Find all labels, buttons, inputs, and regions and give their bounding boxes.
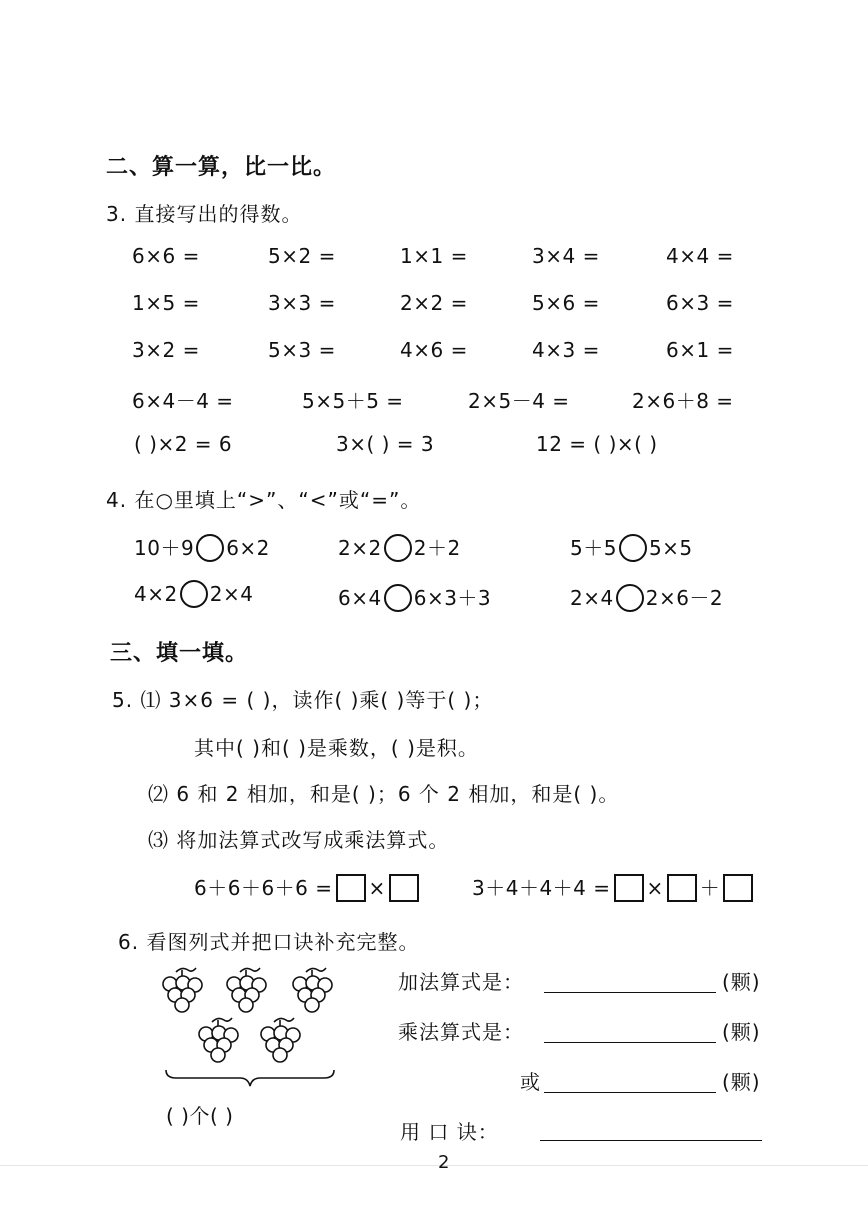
grape-bunch-icon xyxy=(163,968,202,1012)
answer-line[interactable] xyxy=(544,1042,716,1043)
answer-box[interactable] xyxy=(723,874,753,902)
q3-expr: 1×5 = xyxy=(132,291,200,315)
q6-unit: (颗) xyxy=(722,1020,761,1044)
plus-sign: ＋ xyxy=(699,876,721,900)
q3-expr: 4×4 = xyxy=(666,244,734,268)
q5-rewrite-eq-2 xyxy=(472,872,756,902)
answer-box[interactable] xyxy=(667,874,697,902)
answer-circle[interactable] xyxy=(384,534,412,562)
answer-box[interactable] xyxy=(336,874,366,902)
q6-caption: ( )个( ) xyxy=(166,1104,234,1128)
q6-or-label: 或 xyxy=(520,1070,541,1094)
answer-box[interactable] xyxy=(614,874,644,902)
q6-rhyme-label: 用 口 诀： xyxy=(400,1120,499,1144)
q4-right: 6×3＋3 xyxy=(413,586,492,610)
times-sign: × xyxy=(646,876,664,900)
answer-circle[interactable] xyxy=(619,534,647,562)
brace-icon xyxy=(166,1070,334,1086)
eq-left: 6＋6＋6＋6 = xyxy=(194,876,333,900)
q4-left: 5＋5 xyxy=(570,536,617,560)
q5-line-3: ⑵ 6 和 2 相加，和是( )；6 个 2 相加，和是( )。 xyxy=(148,782,620,806)
q6-unit: (颗) xyxy=(722,970,761,994)
q3-expr: 6×6 = xyxy=(132,244,200,268)
q3-expr: 6×1 = xyxy=(666,338,734,362)
q3-expr: 2×2 = xyxy=(400,291,468,315)
q6-mul-label: 乘法算式是： xyxy=(398,1020,524,1044)
section-title-3: 三、填一填。 xyxy=(110,641,249,666)
q4-right: 6×2 xyxy=(226,536,270,560)
answer-circle[interactable] xyxy=(384,584,412,612)
q3-expr: 3×3 = xyxy=(268,291,336,315)
q3-expr: 3×4 = xyxy=(532,244,600,268)
answer-circle[interactable] xyxy=(196,534,224,562)
q4-right: 5×5 xyxy=(648,536,693,560)
q4-compare xyxy=(570,532,693,562)
q4-left: 2×4 xyxy=(570,586,614,610)
q5-line-1: 5. ⑴ 3×6 = ( )，读作( )乘( )等于( )； xyxy=(112,688,494,712)
answer-circle[interactable] xyxy=(180,580,208,608)
q4-left: 2×2 xyxy=(338,536,382,560)
q3-expr: 5×6 = xyxy=(532,291,600,315)
q3-expr: 3×2 = xyxy=(132,338,200,362)
section-title-2: 二、算一算，比一比。 xyxy=(106,155,337,180)
q3-expr: 1×1 = xyxy=(400,244,468,268)
q3-fill-blank: 3×( ) = 3 xyxy=(336,432,435,456)
q4-compare xyxy=(570,582,723,612)
grape-illustration xyxy=(150,960,360,1090)
q6-add-label: 加法算式是： xyxy=(398,970,524,994)
q5-line-4: ⑶ 将加法算式改写成乘法算式。 xyxy=(148,828,450,852)
q3-expr: 5×3 = xyxy=(268,338,336,362)
q3-expr: 6×4－4 = xyxy=(132,389,234,413)
answer-line[interactable] xyxy=(544,1092,716,1093)
q3-expr: 4×3 = xyxy=(532,338,600,362)
q4-compare xyxy=(134,582,253,608)
answer-line[interactable] xyxy=(540,1140,762,1141)
page-footer-divider xyxy=(0,1165,868,1166)
q3-expr: 5×2 = xyxy=(268,244,336,268)
grape-bunch-icon xyxy=(199,1018,238,1062)
answer-box[interactable] xyxy=(389,874,419,902)
q6-title: 6. 看图列式并把口诀补充完整。 xyxy=(118,930,420,954)
q3-fill-blank: ( )×2 = 6 xyxy=(134,432,233,456)
times-sign: × xyxy=(368,876,386,900)
q4-left: 10＋9 xyxy=(134,536,195,560)
q4-right: 2×4 xyxy=(209,582,254,606)
q4-compare xyxy=(338,532,461,562)
q4-right: 2×6－2 xyxy=(645,586,724,610)
q4-compare xyxy=(134,532,270,562)
q4-title: 4. 在○里填上“>”、“<”或“=”。 xyxy=(106,488,422,512)
q5-rewrite-eq-1 xyxy=(194,872,422,902)
q4-compare xyxy=(338,582,491,612)
q6-unit: (颗) xyxy=(722,1070,761,1094)
q3-expr: 4×6 = xyxy=(400,338,468,362)
q3-expr: 2×5－4 = xyxy=(468,389,570,413)
page-number: 2 xyxy=(438,1152,450,1173)
q3-title: 3. 直接写出的得数。 xyxy=(106,202,303,226)
q4-right: 2＋2 xyxy=(413,536,461,560)
grape-bunch-icon xyxy=(227,968,266,1012)
q3-expr: 5×5＋5 = xyxy=(302,389,404,413)
answer-circle[interactable] xyxy=(616,584,644,612)
grape-bunch-icon xyxy=(293,968,332,1012)
grape-bunch-icon xyxy=(261,1018,300,1062)
q3-expr: 6×3 = xyxy=(666,291,734,315)
answer-line[interactable] xyxy=(544,992,716,993)
eq-left: 3＋4＋4＋4 = xyxy=(472,876,611,900)
q4-left: 4×2 xyxy=(134,582,178,606)
q3-expr: 2×6＋8 = xyxy=(632,389,734,413)
q5-line-2: 其中( )和( )是乘数，( )是积。 xyxy=(194,736,479,760)
q3-fill-blank: 12 = ( )×( ) xyxy=(536,432,658,456)
q4-left: 6×4 xyxy=(338,586,382,610)
